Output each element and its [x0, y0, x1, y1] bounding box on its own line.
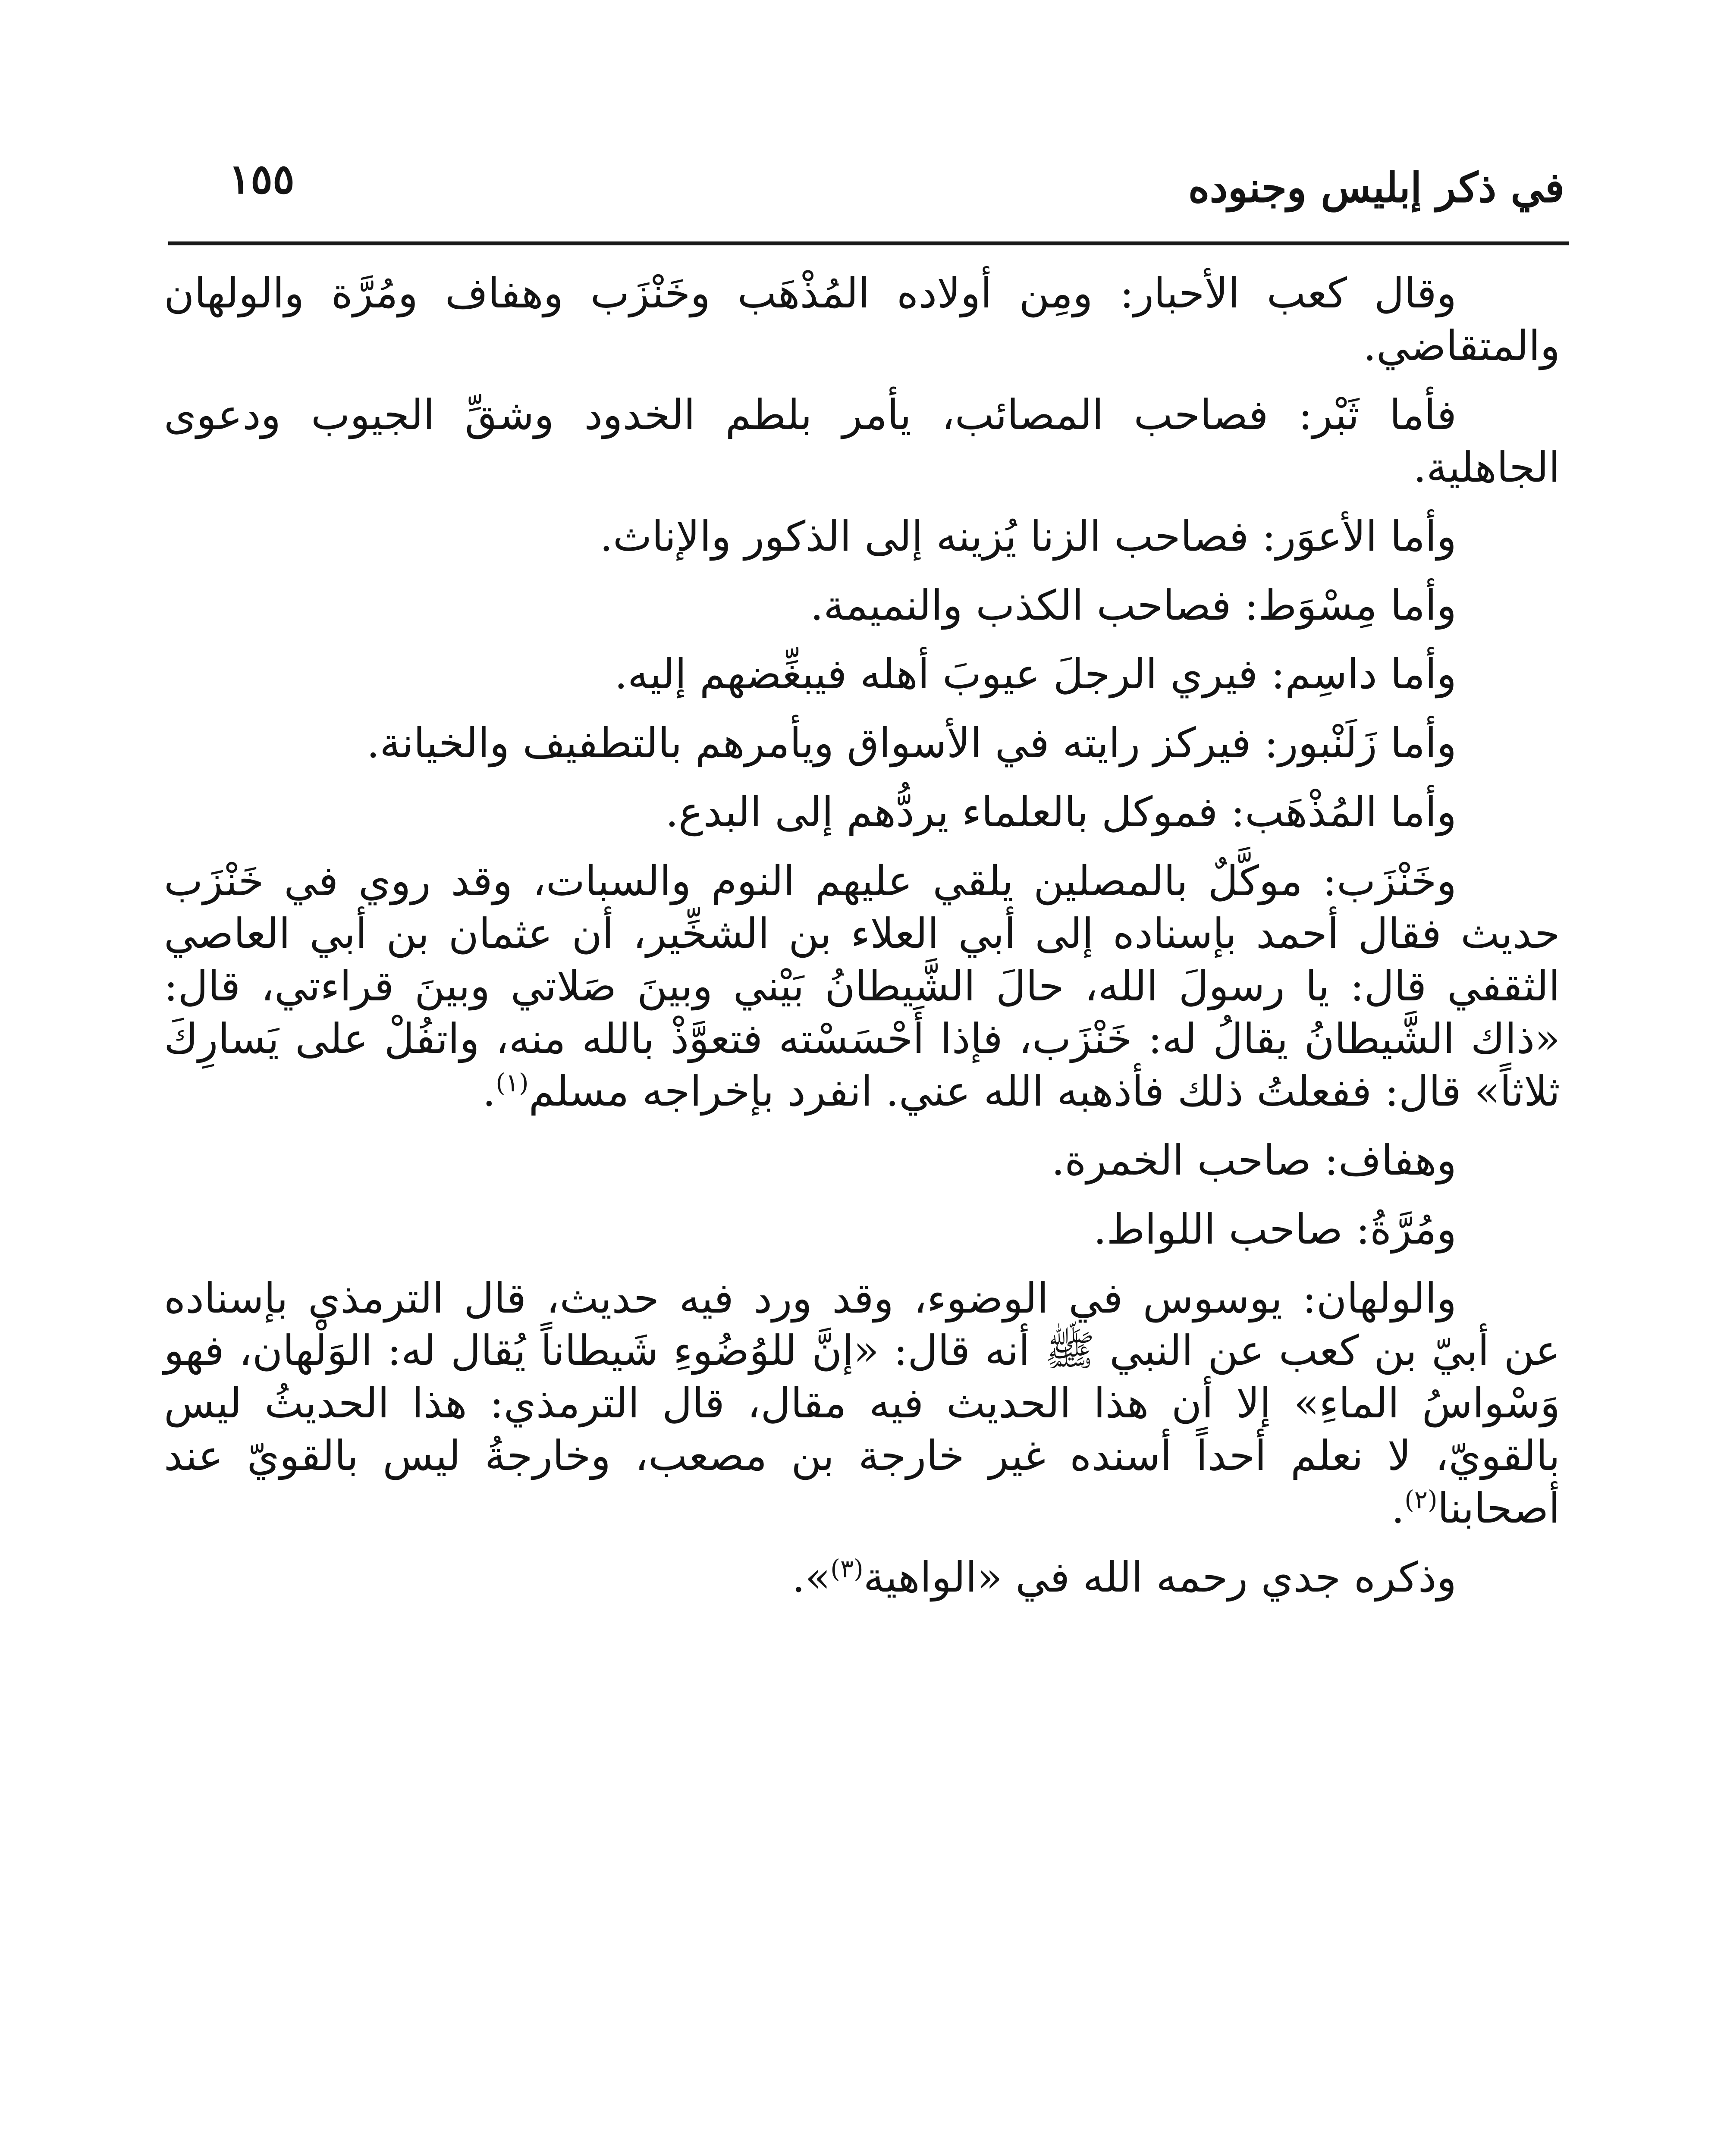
page-number: ١٥٥ — [229, 155, 295, 203]
footnote-ref-2-end: . — [1391, 1484, 1405, 1533]
footnote-ref-1-end: . — [482, 1067, 496, 1116]
running-title: في ذكر إبليس وجنوده — [1188, 164, 1564, 212]
paragraph-dasim: وأما داسِم: فيري الرجلَ عيوبَ أهله فيبغِّضهم إليه. — [614, 650, 1457, 699]
paragraph-murra: ومُرَّةُ: صاحب اللواط. — [1093, 1205, 1457, 1253]
footnote-ref-2: (٢) — [1404, 1485, 1438, 1515]
paragraph-khanzab-text: وخَنْزَب: موكَّلٌ بالمصلين يلقي عليهم النوم والسبات، وقد روي في خَنْزَب حديث فقال أحمد بإسناده إلى أبي العلاء بن الشخِّير، أن عثمان بن أبي العاصي الثقفي قال: يا رسولَ الله، حالَ الشَّيطانُ بَيْني وبينَ صَلاتي وبينَ قراءتي، قال: «ذاك الشَّيطانُ يقالُ له: خَنْزَب، فإذا أَحْسَسْته فتعوَّذْ بالله منه، واتفُلْ على يَسارِكَ ثلاثاً» قال: ففعلتُ ذلك فأذهبه الله عني. انفرد بإخراجه مسلم — [164, 857, 1560, 1116]
paragraph-awar: وأما الأعوَر: فصاحب الزنا يُزينه إلى الذكور والإناث. — [600, 512, 1457, 561]
main-text — [164, 267, 1560, 1604]
paragraph-zalanbur: وأما زَلَنْبور: فيركز رايته في الأسواق ويأمرهم بالتطفيف والخيانة. — [366, 719, 1457, 768]
header-rule — [168, 241, 1569, 245]
paragraph-walhan-text: والولهان: يوسوس في الوضوء، وقد ورد فيه حديث، قال الترمذي بإسناده عن أبيّ بن كعب عن النبي ﷺ أنه قال: «إنَّ للوُضُوءِ شَيطاناً يُقال له: الوَلْهان، فهو وَسْواسُ الماءِ» إلا أن هذا الحديث فيه مقال، قال الترمذي: هذا الحديثُ ليس بالقويّ، لا نعلم أحداً أسنده غير خارجة بن مصعب، وخارجةُ ليس بالقويّ عند أصحابنا — [164, 1274, 1560, 1533]
footnote-ref-1: (١) — [496, 1068, 529, 1097]
paragraph-thabr: فأما ثَبْر: فصاحب المصائب، يأمر بلطم الخدود وشقِّ الجيوب ودعوى الجاهلية. — [164, 390, 1560, 492]
paragraph-jaddi-text: وذكره جدي رحمه الله في «الواهية — [863, 1553, 1457, 1602]
paragraph-kaab: وقال كعب الأحبار: ومِن أولاده المُذْهَب وخَنْزَب وهفاف ومُرَّة والولهان والمتقاضي. — [164, 269, 1560, 370]
paragraph-walhan — [164, 1272, 1560, 1536]
paragraph-hafaf: وهفاف: صاحب الخمرة. — [1051, 1136, 1457, 1185]
paragraph-khanzab — [164, 855, 1560, 1118]
paragraph-jaddi — [164, 1551, 1560, 1604]
paragraph-mudhhab: وأما المُذْهَب: فموكل بالعلماء يردُّهم إلى البدع. — [665, 788, 1457, 837]
page-header — [168, 142, 1564, 212]
footnote-ref-3-end: ». — [792, 1553, 831, 1602]
paragraph-miswat: وأما مِسْوَط: فصاحب الكذب والنميمة. — [810, 581, 1457, 630]
footnote-ref-3: (٣) — [830, 1554, 864, 1584]
